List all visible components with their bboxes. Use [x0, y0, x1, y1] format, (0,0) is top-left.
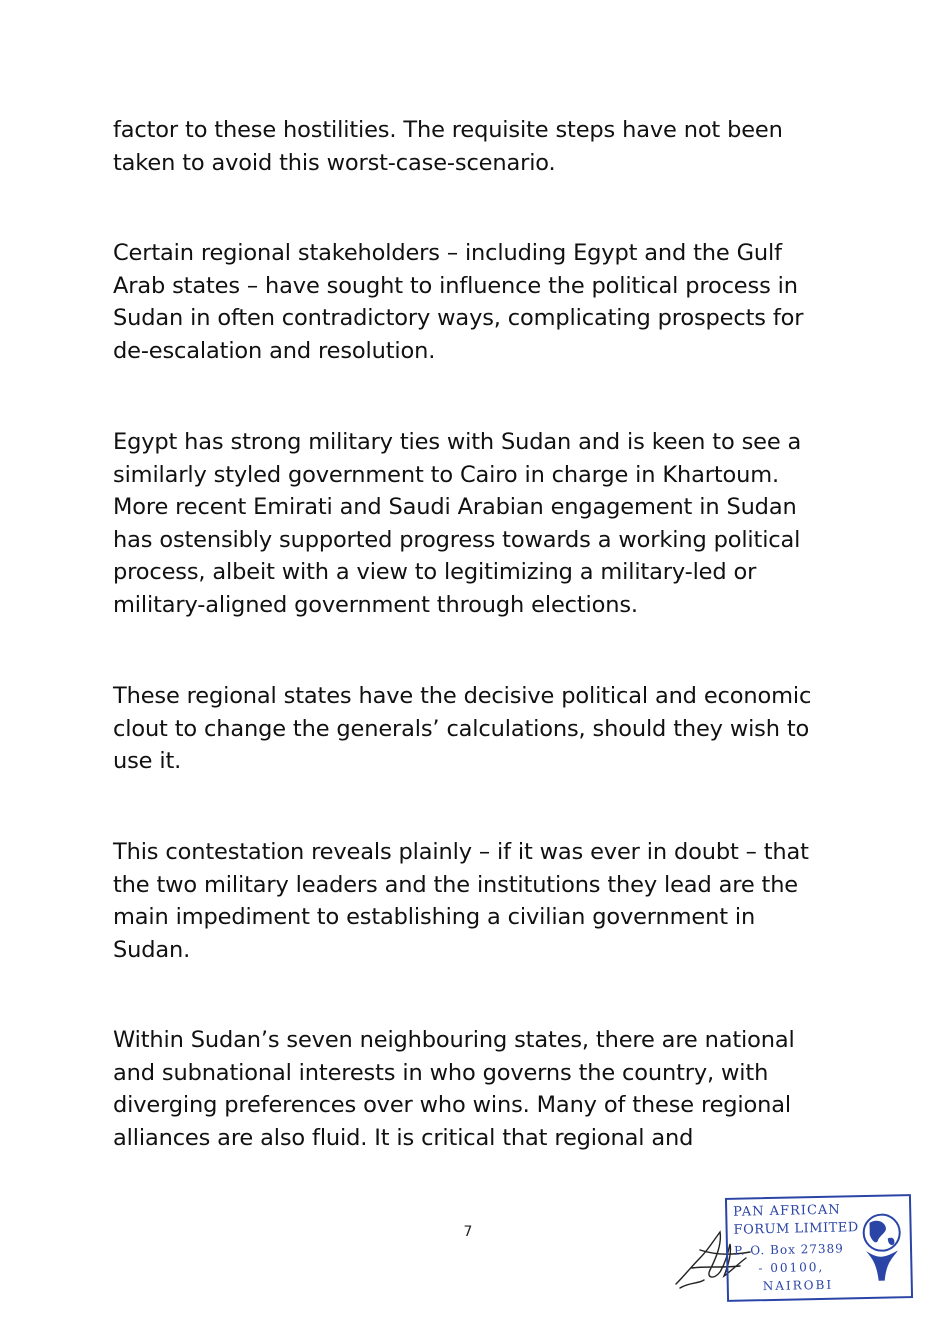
- paragraph-6: Within Sudan’s seven neighbouring states, there are national and subnational interests in who governs the country, with diverging preferences over who wins. Many of these regional alliances are also fluid. It is critical that regional and: [113, 1027, 795, 1151]
- stamp-line-5: NAIROBI: [762, 1277, 834, 1294]
- paragraph-3: Egypt has strong military ties with Sudan and is keen to see a similarly styled government to Cairo in charge in Khartoum. More recent Emirati and Saudi Arabian engagement in Sudan has ostensibly supported progress towards a working political process, albeit with a view to legitimizing a military-led or military-aligned government through elections.: [113, 429, 802, 618]
- stamp-line-3: P. O. Box 27389: [733, 1241, 845, 1258]
- stamp-line-1: PAN AFRICAN: [733, 1202, 841, 1220]
- paragraph-4: These regional states have the decisive political and economic clout to change the generals’ calculations, should they wish to use it.: [113, 683, 812, 774]
- paragraph-2: Certain regional stakeholders – including Egypt and the Gulf Arab states – have sought to influence the political process in Sudan in often contradictory ways, complicating prospects for de-escalation and resolution.: [113, 240, 804, 364]
- company-stamp: [725, 1194, 913, 1302]
- globe-torch-icon: [857, 1210, 904, 1283]
- paragraph-5: This contestation reveals plainly – if it was ever in doubt – that the two military leaders and the institutions they lead are the main impediment to establishing a civilian government in Sudan.: [113, 839, 809, 963]
- stamp-line-4: - 00100,: [758, 1259, 825, 1276]
- page-number: 7: [463, 1224, 473, 1240]
- stamp-line-2: FORUM LIMITED: [733, 1220, 859, 1238]
- paragraph-1: factor to these hostilities. The requisite steps have not been taken to avoid this worst-case-scenario.: [113, 117, 783, 176]
